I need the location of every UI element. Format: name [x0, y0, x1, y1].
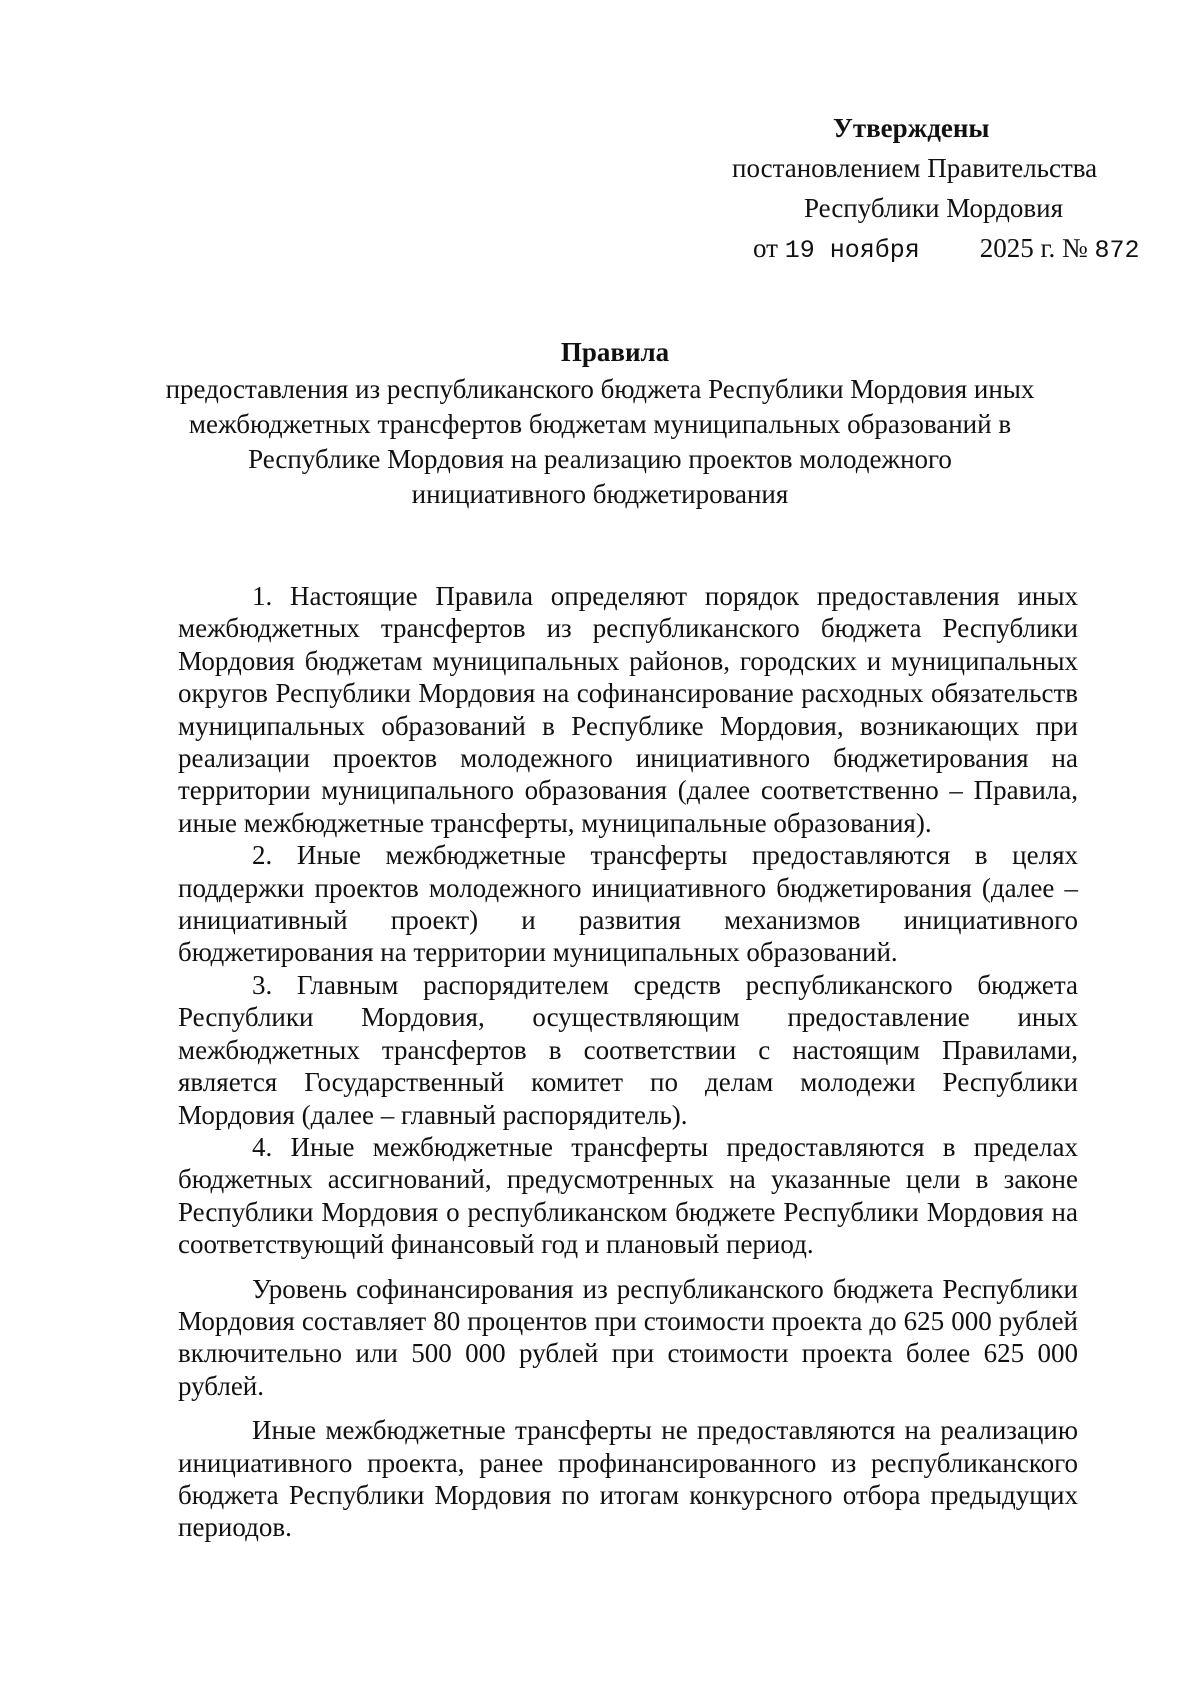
subtitle-line: инициативного бюджетирования [411, 479, 789, 509]
paragraph-cofinancing: Уровень софинансирования из республиканского бюджета Республики Мордовия составляет 80 процентов при стоимости проекта до 625 000 рублей включительно или 500 000 рублей при стоимости проекта более 625 000 рублей. [178, 1273, 1078, 1401]
document-body [178, 580, 1078, 1544]
decree-number: 872 [1094, 236, 1140, 265]
approval-heading: Утверждены [833, 113, 990, 143]
paragraph-1: 1. Настоящие Правила определяют порядок предоставления иных межбюджетных трансфертов из республиканского бюджета Республики Мордовия бюджетам муниципальных районов, городских и муниципальных округов Республики Мордовия на софинансирование расходных обязательств муниципальных образований в Республике Мордовия, возникающих при реализации проектов молодежного инициативного бюджетирования на территории муниципального образования (далее соответственно – Правила, иные межбюджетные трансферты, муниципальные образования). [178, 581, 1078, 838]
paragraph-exclusion: Иные межбюджетные трансферты не предоставляются на реализацию инициативного проекта, ранее профинансированного из республиканского бюджета Республики Мордовия по итогам конкурсного отбора предыдущих периодов. [178, 1415, 1078, 1543]
title-block [150, 335, 1050, 512]
paragraph-4: 4. Иные межбюджетные трансферты предоставляются в пределах бюджетных ассигнований, предусмотренных на указанные цели в законе Республики Мордовия о республиканском бюджете Республики Мордовия на соответствующий финансовый год и плановый период. [178, 1131, 1078, 1260]
approval-line-1: постановлением Правительства [732, 153, 1098, 183]
approval-date-line [700, 228, 1160, 271]
paragraph-2: 2. Иные межбюджетные трансферты предоставляются в целях поддержки проектов молодежного инициативного бюджетирования (далее – инициативный проект) и развития механизмов инициативного бюджетирования на территории муниципальных образований. [178, 840, 1078, 968]
date-year: 2025 г. № [979, 233, 1088, 263]
approval-line-2: Республики Мордовия [804, 193, 1064, 223]
approval-block [700, 108, 1160, 271]
subtitle-line: Республике Мордовия на реализацию проектов молодежного [248, 444, 952, 474]
date-value: 19 ноября [784, 236, 920, 265]
paragraph-3: 3. Главным распорядителем средств республиканского бюджета Республики Мордовия, осуществляющим предоставление иных межбюджетных трансфертов в соответствии с настоящим Правилами, является Государственный комитет по делам молодежи Республики Мордовия (далее – главный распорядитель). [178, 969, 1078, 1130]
document-title: Правила [560, 337, 670, 367]
date-prefix: от [753, 233, 778, 263]
subtitle-line: предоставления из республиканского бюджета Республики Мордовия иных [165, 374, 1035, 404]
subtitle-line: межбюджетных трансфертов бюджетам муниципальных образований в [188, 409, 1012, 439]
